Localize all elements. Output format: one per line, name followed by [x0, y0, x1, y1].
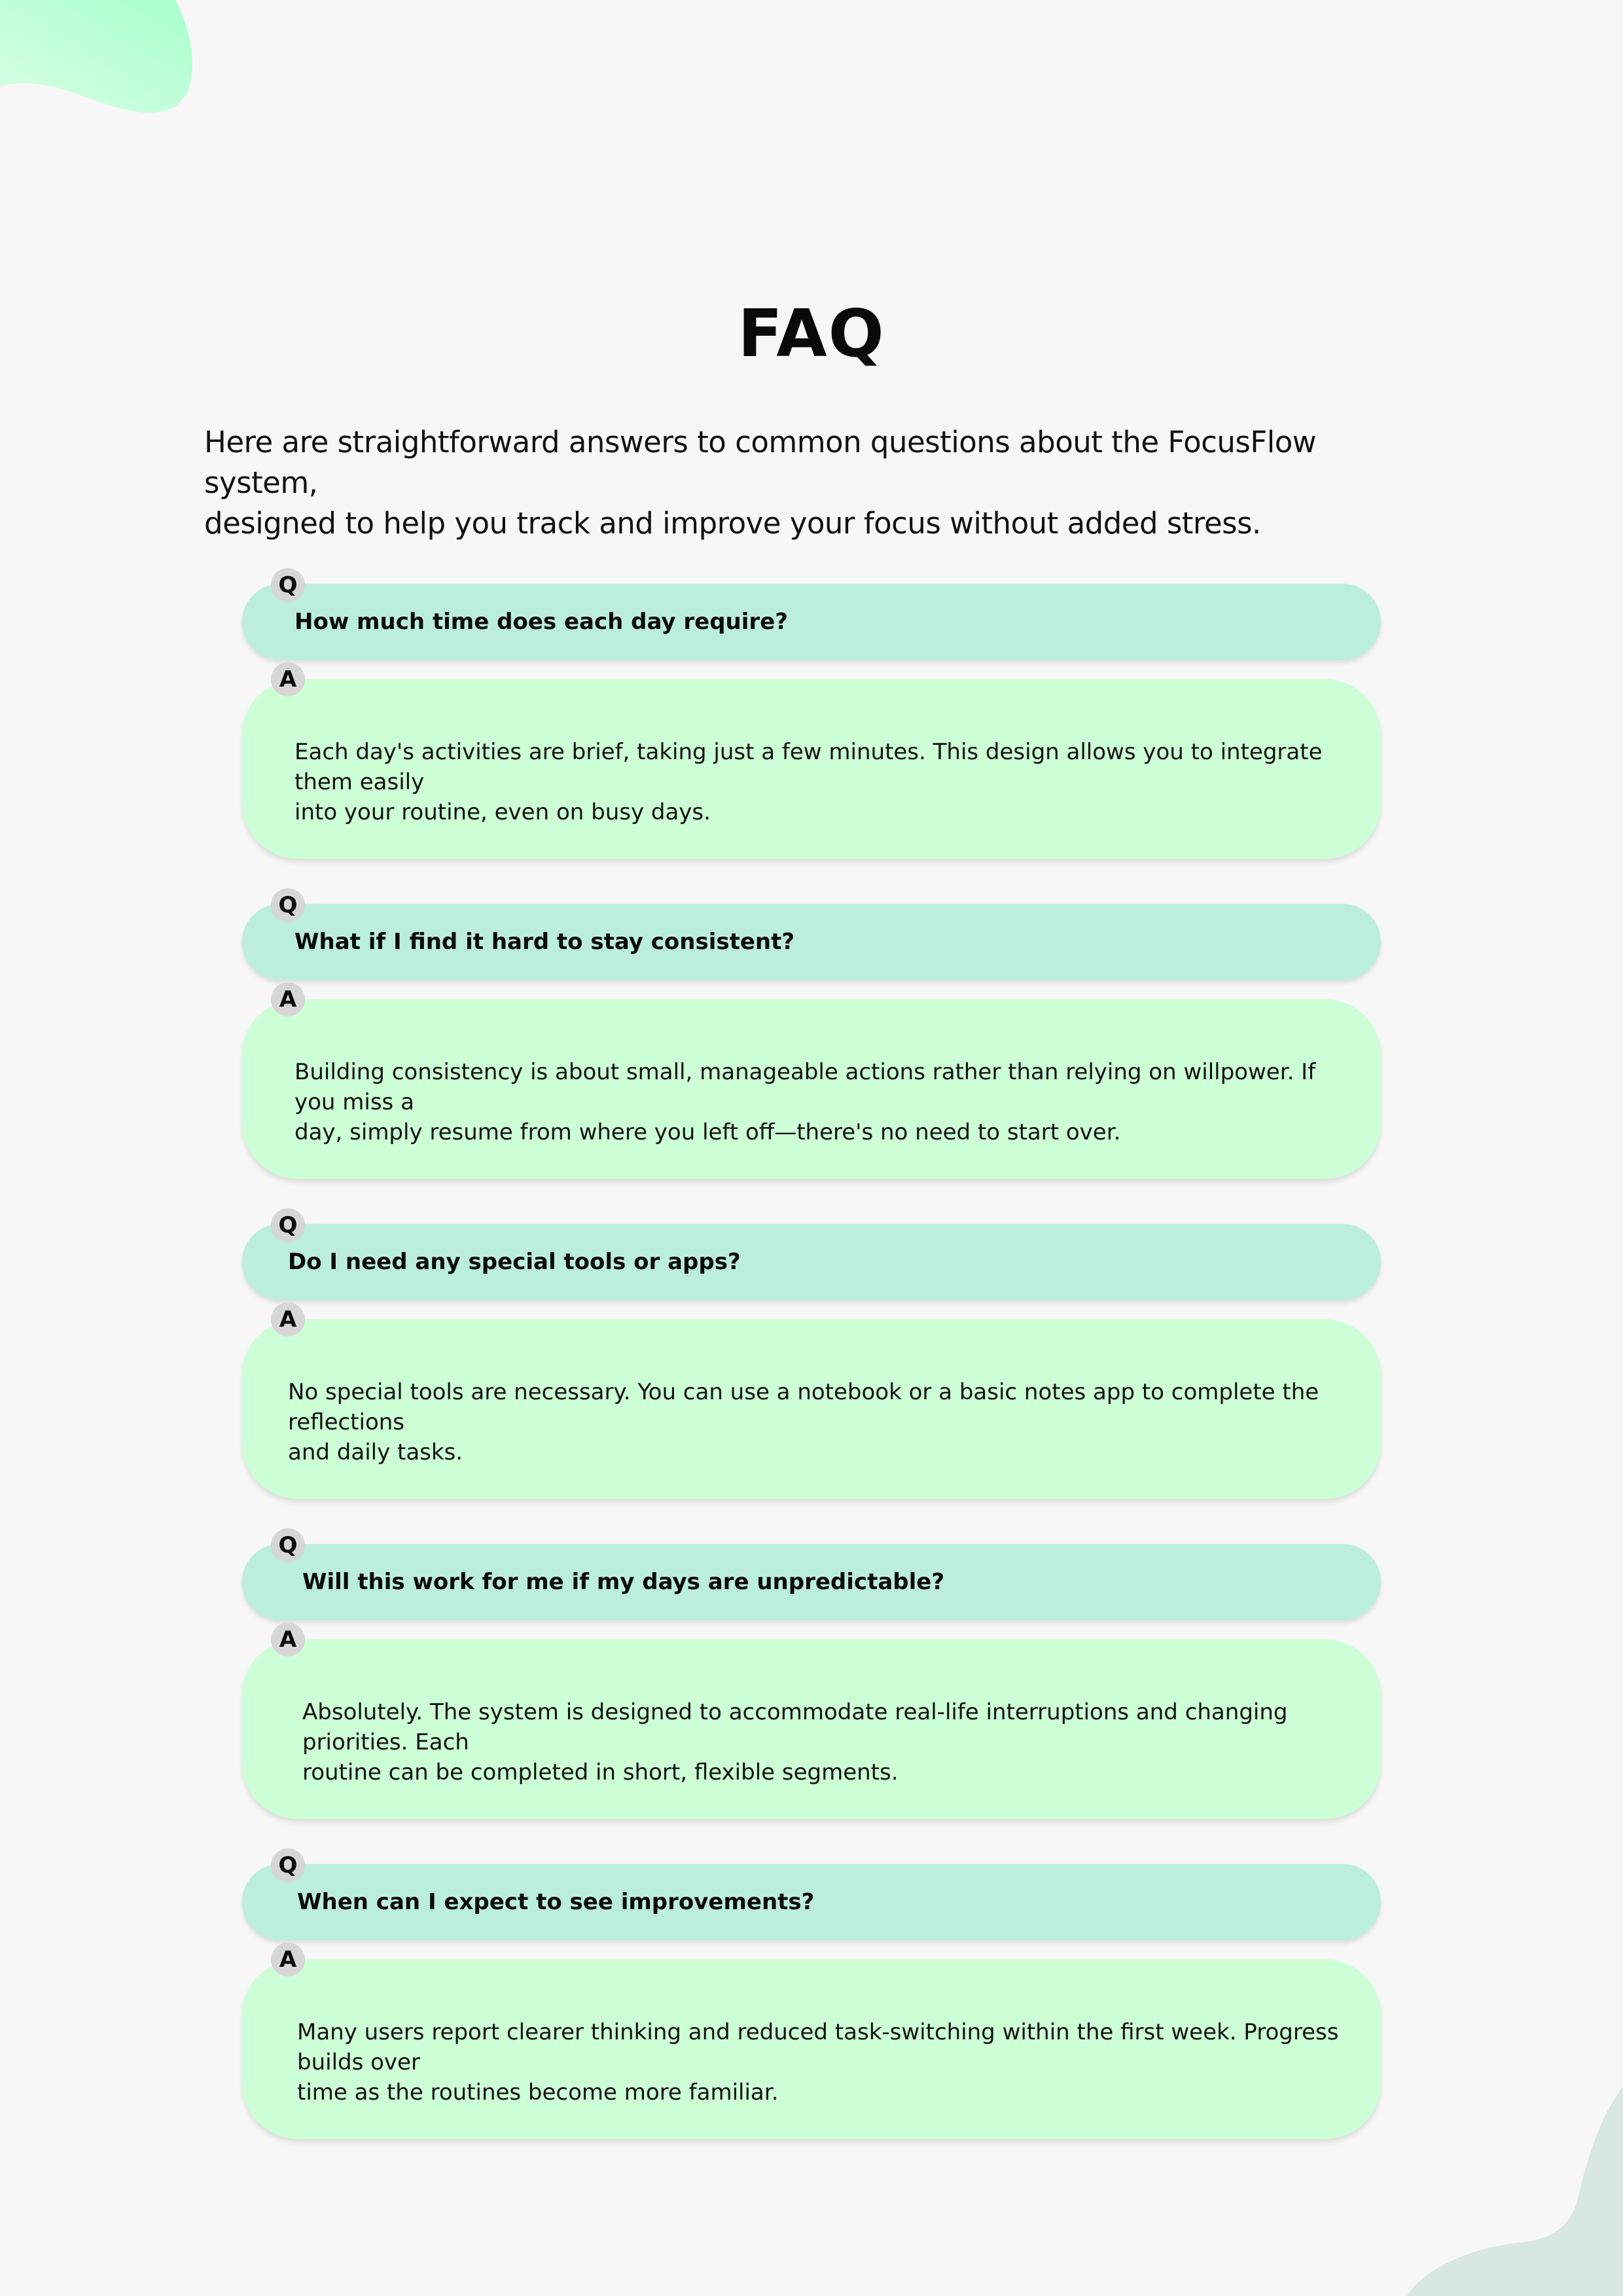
answer-line: Absolutely. The system is designed to accommodate real-life interruptions and changing priorities. Each — [302, 1699, 1288, 1755]
answer-line: day, simply resume from where you left off—there's no need to start over. — [294, 1119, 1121, 1145]
answer-line: and daily tasks. — [288, 1439, 463, 1465]
question-badge: Q — [271, 1528, 305, 1562]
question-bar — [242, 1544, 1381, 1620]
question-bar — [242, 1224, 1381, 1300]
answer-badge: A — [271, 1623, 305, 1657]
answer-box — [242, 679, 1381, 859]
intro-line: Here are straightforward answers to common questions about the FocusFlow system, — [204, 425, 1317, 500]
answer-line: No special tools are necessary. You can use a notebook or a basic notes app to complete the reflections — [288, 1379, 1319, 1435]
page-title: FAQ — [738, 295, 885, 372]
answer-line: time as the routines become more familiar. — [297, 2079, 779, 2106]
decorative-blob-bottom-right — [1374, 2087, 1623, 2296]
intro-paragraph — [204, 422, 1382, 544]
question-bar — [242, 904, 1381, 980]
answer-line: Many users report clearer thinking and reduced task-switching within the first week. Progress builds over — [297, 2019, 1339, 2075]
answer-line: routine can be completed in short, flexible segments. — [302, 1759, 899, 1785]
decorative-blob-top-left — [0, 0, 196, 118]
answer-box — [242, 1319, 1381, 1499]
question-text: When can I expect to see improvements? — [297, 1889, 815, 1915]
answer-text — [297, 2017, 1344, 2108]
answer-line: Each day's activities are brief, taking just a few minutes. This design allows you to integrate them easily — [294, 739, 1323, 795]
faq-item-4 — [242, 1530, 1381, 1808]
faq-item-3 — [242, 1210, 1381, 1488]
faq-item-1 — [242, 569, 1381, 848]
intro-line: designed to help you track and improve your focus without added stress. — [204, 506, 1261, 541]
question-text: Do I need any special tools or apps? — [288, 1249, 741, 1275]
answer-badge: A — [271, 982, 305, 1016]
answer-line: Building consistency is about small, manageable actions rather than relying on willpower. If you miss a — [294, 1059, 1316, 1115]
answer-box — [242, 999, 1381, 1179]
answer-box — [242, 1640, 1381, 1819]
question-bar — [242, 584, 1381, 660]
question-text: How much time does each day require? — [294, 609, 788, 635]
answer-text — [294, 1057, 1342, 1147]
question-badge: Q — [271, 1848, 305, 1882]
question-badge: Q — [271, 568, 305, 602]
answer-badge: A — [271, 1302, 305, 1336]
answer-text — [294, 737, 1342, 827]
question-text: Will this work for me if my days are unpredictable? — [302, 1569, 945, 1595]
answer-text — [302, 1697, 1349, 1787]
answer-badge: A — [271, 662, 305, 696]
answer-text — [288, 1377, 1335, 1467]
answer-box — [242, 1960, 1381, 2139]
answer-badge: A — [271, 1943, 305, 1977]
faq-item-2 — [242, 889, 1381, 1168]
question-badge: Q — [271, 888, 305, 922]
question-bar — [242, 1864, 1381, 1940]
question-badge: Q — [271, 1208, 305, 1242]
faq-item-5 — [242, 1850, 1381, 2128]
question-text: What if I find it hard to stay consistent? — [294, 929, 795, 955]
answer-line: into your routine, even on busy days. — [294, 799, 711, 825]
